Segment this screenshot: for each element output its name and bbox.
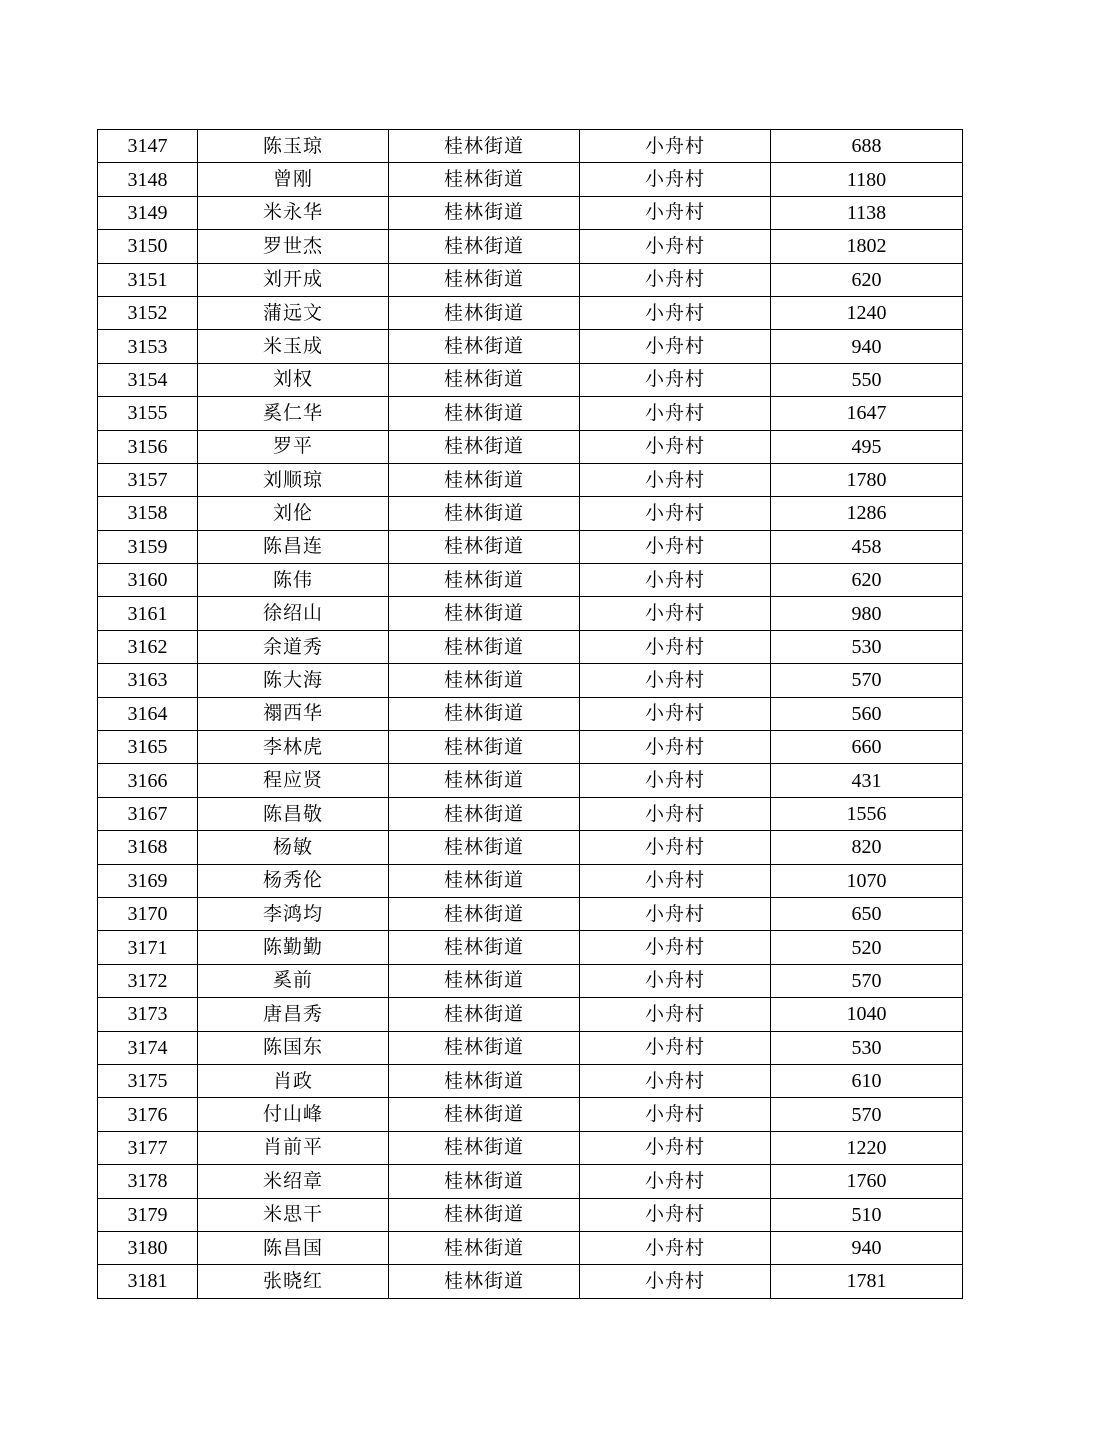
street-cell: 桂林街道 [389,1165,580,1198]
amount-cell: 620 [771,263,963,296]
village-cell: 小舟村 [580,1198,771,1231]
street-cell: 桂林街道 [389,497,580,530]
amount-cell: 530 [771,1031,963,1064]
table-row [98,931,963,964]
name-cell: 张晓红 [198,1265,389,1298]
row-number-cell: 3179 [98,1198,198,1231]
row-number-cell: 3178 [98,1165,198,1198]
village-cell: 小舟村 [580,564,771,597]
street-cell: 桂林街道 [389,731,580,764]
amount-cell: 510 [771,1198,963,1231]
street-cell: 桂林街道 [389,1231,580,1264]
amount-cell: 940 [771,330,963,363]
row-number-cell: 3160 [98,564,198,597]
street-cell: 桂林街道 [389,1198,580,1231]
table-row [98,497,963,530]
village-cell: 小舟村 [580,296,771,329]
name-cell: 程应贤 [198,764,389,797]
village-cell: 小舟村 [580,864,771,897]
village-cell: 小舟村 [580,1265,771,1298]
village-cell: 小舟村 [580,931,771,964]
name-cell: 徐绍山 [198,597,389,630]
amount-cell: 1070 [771,864,963,897]
row-number-cell: 3167 [98,797,198,830]
row-number-cell: 3158 [98,497,198,530]
amount-cell: 1647 [771,397,963,430]
table-row [98,1231,963,1264]
row-number-cell: 3147 [98,130,198,163]
amount-cell: 1180 [771,163,963,196]
village-cell: 小舟村 [580,1031,771,1064]
amount-cell: 1220 [771,1131,963,1164]
amount-cell: 1780 [771,463,963,496]
row-number-cell: 3162 [98,630,198,663]
village-cell: 小舟村 [580,130,771,163]
table-row [98,397,963,430]
name-cell: 陈昌国 [198,1231,389,1264]
name-cell: 曾刚 [198,163,389,196]
name-cell: 刘开成 [198,263,389,296]
row-number-cell: 3149 [98,196,198,229]
row-number-cell: 3155 [98,397,198,430]
table-row [98,196,963,229]
row-number-cell: 3156 [98,430,198,463]
village-cell: 小舟村 [580,630,771,663]
village-cell: 小舟村 [580,430,771,463]
amount-cell: 660 [771,731,963,764]
amount-cell: 1760 [771,1165,963,1198]
amount-cell: 570 [771,1098,963,1131]
table-row [98,1031,963,1064]
row-number-cell: 3175 [98,1064,198,1097]
village-cell: 小舟村 [580,1165,771,1198]
row-number-cell: 3159 [98,530,198,563]
name-cell: 肖前平 [198,1131,389,1164]
name-cell: 陈昌敬 [198,797,389,830]
table-row [98,597,963,630]
village-cell: 小舟村 [580,163,771,196]
name-cell: 罗世杰 [198,230,389,263]
amount-cell: 1138 [771,196,963,229]
row-number-cell: 3174 [98,1031,198,1064]
row-number-cell: 3168 [98,831,198,864]
village-cell: 小舟村 [580,530,771,563]
row-number-cell: 3172 [98,964,198,997]
street-cell: 桂林街道 [389,430,580,463]
row-number-cell: 3152 [98,296,198,329]
street-cell: 桂林街道 [389,664,580,697]
name-cell: 杨秀伦 [198,864,389,897]
name-cell: 米永华 [198,196,389,229]
row-number-cell: 3180 [98,1231,198,1264]
amount-cell: 980 [771,597,963,630]
village-cell: 小舟村 [580,764,771,797]
village-cell: 小舟村 [580,998,771,1031]
table-row [98,664,963,697]
data-table [97,129,963,1299]
street-cell: 桂林街道 [389,831,580,864]
name-cell: 刘权 [198,363,389,396]
amount-cell: 650 [771,897,963,930]
name-cell: 陈玉琼 [198,130,389,163]
name-cell: 米思干 [198,1198,389,1231]
name-cell: 奚仁华 [198,397,389,430]
street-cell: 桂林街道 [389,864,580,897]
amount-cell: 688 [771,130,963,163]
street-cell: 桂林街道 [389,1031,580,1064]
table-body [98,130,963,1299]
street-cell: 桂林街道 [389,263,580,296]
street-cell: 桂林街道 [389,998,580,1031]
table-row [98,630,963,663]
village-cell: 小舟村 [580,1098,771,1131]
street-cell: 桂林街道 [389,597,580,630]
amount-cell: 570 [771,964,963,997]
row-number-cell: 3181 [98,1265,198,1298]
table-row [98,1131,963,1164]
row-number-cell: 3163 [98,664,198,697]
table-row [98,998,963,1031]
table-row [98,1165,963,1198]
amount-cell: 1240 [771,296,963,329]
amount-cell: 431 [771,764,963,797]
street-cell: 桂林街道 [389,163,580,196]
table-row [98,864,963,897]
amount-cell: 495 [771,430,963,463]
row-number-cell: 3166 [98,764,198,797]
street-cell: 桂林街道 [389,697,580,730]
village-cell: 小舟村 [580,1131,771,1164]
name-cell: 罗平 [198,430,389,463]
street-cell: 桂林街道 [389,530,580,563]
table-row [98,330,963,363]
table-row [98,1198,963,1231]
village-cell: 小舟村 [580,897,771,930]
street-cell: 桂林街道 [389,330,580,363]
row-number-cell: 3173 [98,998,198,1031]
street-cell: 桂林街道 [389,897,580,930]
name-cell: 陈国东 [198,1031,389,1064]
name-cell: 刘伦 [198,497,389,530]
row-number-cell: 3150 [98,230,198,263]
table-row [98,731,963,764]
street-cell: 桂林街道 [389,964,580,997]
name-cell: 蒲远文 [198,296,389,329]
village-cell: 小舟村 [580,263,771,296]
row-number-cell: 3165 [98,731,198,764]
street-cell: 桂林街道 [389,931,580,964]
row-number-cell: 3170 [98,897,198,930]
village-cell: 小舟村 [580,363,771,396]
village-cell: 小舟村 [580,697,771,730]
row-number-cell: 3161 [98,597,198,630]
name-cell: 米绍章 [198,1165,389,1198]
amount-cell: 550 [771,363,963,396]
name-cell: 陈大海 [198,664,389,697]
name-cell: 李鸿均 [198,897,389,930]
row-number-cell: 3164 [98,697,198,730]
amount-cell: 1802 [771,230,963,263]
amount-cell: 530 [771,630,963,663]
village-cell: 小舟村 [580,797,771,830]
name-cell: 米玉成 [198,330,389,363]
street-cell: 桂林街道 [389,397,580,430]
village-cell: 小舟村 [580,1231,771,1264]
street-cell: 桂林街道 [389,1131,580,1164]
name-cell: 李林虎 [198,731,389,764]
village-cell: 小舟村 [580,330,771,363]
table-row [98,430,963,463]
village-cell: 小舟村 [580,1064,771,1097]
village-cell: 小舟村 [580,597,771,630]
table-row [98,263,963,296]
name-cell: 肖政 [198,1064,389,1097]
village-cell: 小舟村 [580,230,771,263]
table-row [98,1265,963,1298]
table-row [98,797,963,830]
village-cell: 小舟村 [580,664,771,697]
street-cell: 桂林街道 [389,564,580,597]
table-row [98,230,963,263]
name-cell: 杨敏 [198,831,389,864]
amount-cell: 520 [771,931,963,964]
amount-cell: 1040 [771,998,963,1031]
amount-cell: 820 [771,831,963,864]
table-row [98,831,963,864]
village-cell: 小舟村 [580,463,771,496]
street-cell: 桂林街道 [389,130,580,163]
name-cell: 陈伟 [198,564,389,597]
name-cell: 奚前 [198,964,389,997]
street-cell: 桂林街道 [389,463,580,496]
amount-cell: 570 [771,664,963,697]
table-row [98,564,963,597]
amount-cell: 1286 [771,497,963,530]
table-row [98,530,963,563]
table-row [98,697,963,730]
name-cell: 余道秀 [198,630,389,663]
name-cell: 刘顺琼 [198,463,389,496]
row-number-cell: 3176 [98,1098,198,1131]
name-cell: 禤西华 [198,697,389,730]
village-cell: 小舟村 [580,397,771,430]
amount-cell: 560 [771,697,963,730]
street-cell: 桂林街道 [389,1098,580,1131]
table-row [98,130,963,163]
street-cell: 桂林街道 [389,296,580,329]
table-row [98,463,963,496]
name-cell: 唐昌秀 [198,998,389,1031]
amount-cell: 1781 [771,1265,963,1298]
amount-cell: 1556 [771,797,963,830]
table-row [98,363,963,396]
row-number-cell: 3177 [98,1131,198,1164]
name-cell: 陈勤勤 [198,931,389,964]
table-row [98,296,963,329]
row-number-cell: 3153 [98,330,198,363]
row-number-cell: 3154 [98,363,198,396]
street-cell: 桂林街道 [389,630,580,663]
row-number-cell: 3148 [98,163,198,196]
table-row [98,764,963,797]
amount-cell: 620 [771,564,963,597]
street-cell: 桂林街道 [389,230,580,263]
street-cell: 桂林街道 [389,196,580,229]
village-cell: 小舟村 [580,196,771,229]
row-number-cell: 3151 [98,263,198,296]
amount-cell: 610 [771,1064,963,1097]
row-number-cell: 3171 [98,931,198,964]
table-row [98,163,963,196]
village-cell: 小舟村 [580,964,771,997]
street-cell: 桂林街道 [389,797,580,830]
village-cell: 小舟村 [580,497,771,530]
street-cell: 桂林街道 [389,1064,580,1097]
amount-cell: 458 [771,530,963,563]
village-cell: 小舟村 [580,731,771,764]
row-number-cell: 3169 [98,864,198,897]
name-cell: 陈昌连 [198,530,389,563]
amount-cell: 940 [771,1231,963,1264]
village-cell: 小舟村 [580,831,771,864]
row-number-cell: 3157 [98,463,198,496]
street-cell: 桂林街道 [389,764,580,797]
street-cell: 桂林街道 [389,363,580,396]
table-row [98,964,963,997]
table-row [98,1064,963,1097]
table-row [98,1098,963,1131]
name-cell: 付山峰 [198,1098,389,1131]
table-row [98,897,963,930]
street-cell: 桂林街道 [389,1265,580,1298]
